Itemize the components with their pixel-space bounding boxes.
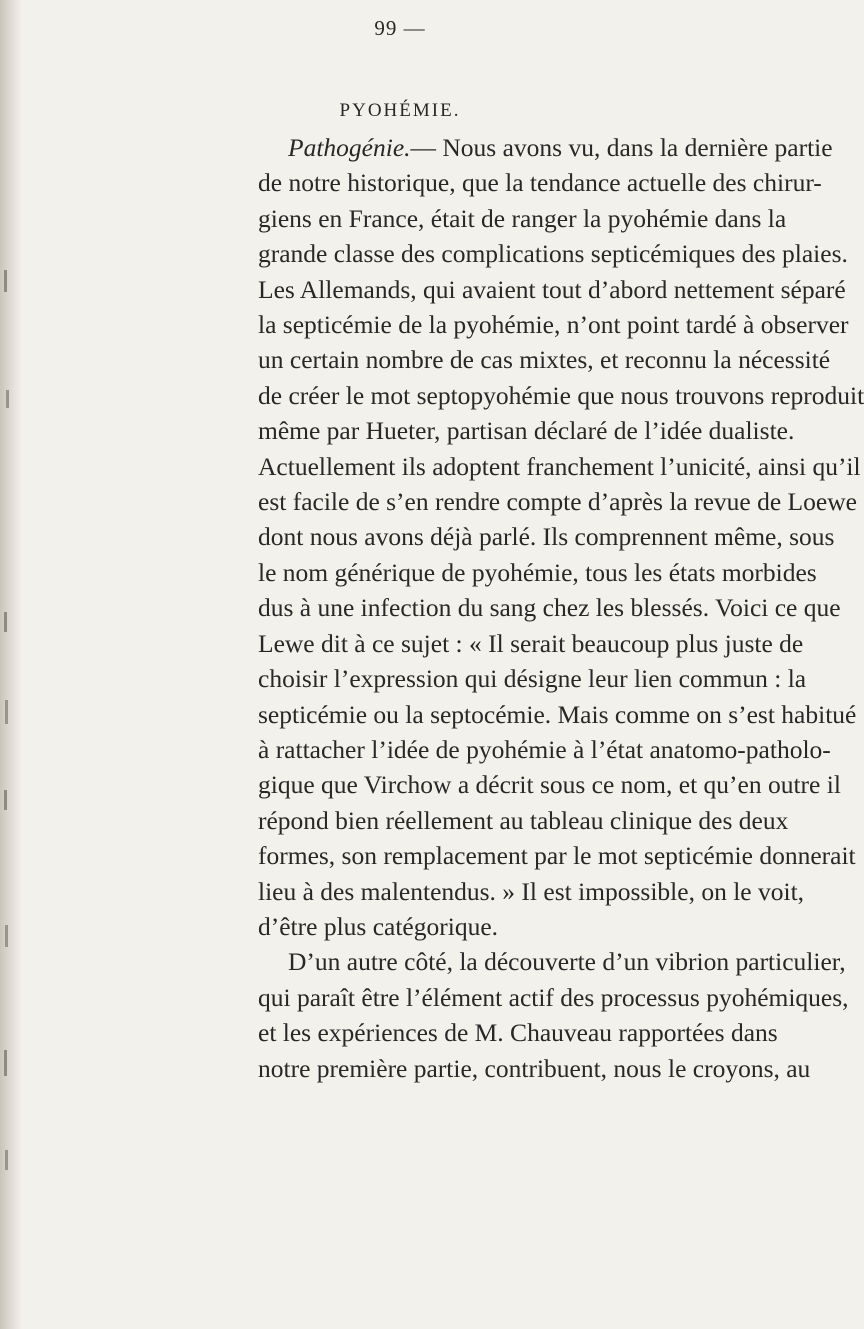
line-text: — Nous avons vu, dans la dernière partie — [410, 133, 833, 162]
line-text: de notre historique, que la tendance actuelle des chirur- — [258, 168, 822, 198]
line-text: lieu à des malentendus. » Il est impossible, on le voit, — [258, 876, 805, 906]
line-text: de créer le mot septopyohémie que nous trouvons reproduit — [258, 380, 864, 410]
line-text: dus à une infection du sang chez les blessés. Voici ce que — [258, 593, 841, 623]
line-text: et les expériences de M. Chauveau rapportées dans — [258, 1018, 778, 1048]
line-text: dont nous avons déjà parlé. Ils comprennent même, sous — [258, 522, 835, 552]
text-line — [258, 449, 861, 484]
text-line — [258, 307, 849, 342]
line-text: qui paraît être l’élément actif des processus pyohémiques, — [258, 982, 849, 1012]
line-text: le nom générique de pyohémie, tous les états morbides — [258, 557, 817, 587]
text-line — [258, 909, 746, 944]
text-line — [258, 626, 804, 661]
text-line — [258, 342, 831, 377]
text-line — [258, 874, 805, 909]
text-line — [258, 236, 848, 271]
line-text: répond bien réellement au tableau clinique des deux — [258, 805, 789, 835]
line-text: giens en France, était de ranger la pyohémie dans la — [258, 203, 787, 233]
line-text: d’être plus catégorique. — [258, 911, 499, 941]
text-line — [258, 767, 841, 802]
text-line — [258, 1015, 778, 1050]
text-line — [258, 201, 787, 236]
text-line — [258, 590, 841, 625]
line-text: un certain nombre de cas mixtes, et reconnu la nécessité — [258, 345, 831, 375]
line-text: choisir l’expression qui désigne leur lien commun : la — [258, 664, 807, 694]
text-line — [258, 484, 857, 519]
text-line — [258, 519, 835, 554]
text-line — [258, 1051, 811, 1086]
line-text: grande classe des complications septicémiques des plaies. — [258, 239, 848, 269]
section-title: PYOHÉMIE. — [339, 100, 461, 121]
text-line — [258, 272, 846, 307]
line-text: même par Hueter, partisan déclaré de l’idée dualiste. — [258, 416, 795, 446]
line-text: Lewe dit à ce sujet : « Il serait beaucoup plus juste de — [258, 628, 804, 658]
text-line — [258, 413, 795, 448]
line-text: la septicémie de la pyohémie, n’ont point tardé à observer — [258, 310, 849, 340]
page-number: 99 — — [374, 16, 426, 40]
text-line — [258, 944, 846, 979]
line-text: D’un autre côté, la découverte d’un vibrion particulier, — [288, 947, 846, 977]
text-line — [258, 838, 856, 873]
paragraph — [258, 130, 864, 944]
line-text: gique que Virchow a décrit sous ce nom, et qu’en outre il — [258, 770, 841, 800]
text-line — [258, 803, 789, 838]
paragraph-lead: Pathogénie. — [288, 133, 411, 162]
line-text: formes, son remplacement par le mot septicémie donnerait — [258, 841, 856, 871]
line-text: septicémie ou la septocémie. Mais comme on s’est habitué — [258, 699, 857, 729]
text-line — [258, 165, 822, 200]
line-text: est facile de s’en rendre compte d’après la revue de Loewe — [258, 487, 857, 517]
line-text: Actuellement ils adoptent franchement l’unicité, ainsi qu’il — [258, 451, 861, 481]
paragraph — [258, 944, 849, 1086]
text-line — [258, 661, 807, 696]
text-line — [258, 555, 817, 590]
line-text: Les Allemands, qui avaient tout d’abord nettement séparé — [258, 274, 846, 304]
line-text: notre première partie, contribuent, nous le croyons, au — [258, 1053, 811, 1083]
text-line — [258, 732, 831, 767]
text-line — [258, 697, 857, 732]
text-line — [258, 378, 864, 413]
text-line — [258, 130, 833, 165]
text-line — [258, 980, 849, 1015]
line-text: à rattacher l’idée de pyohémie à l’état anatomo-patholo- — [258, 734, 831, 764]
body-text — [258, 130, 864, 1086]
